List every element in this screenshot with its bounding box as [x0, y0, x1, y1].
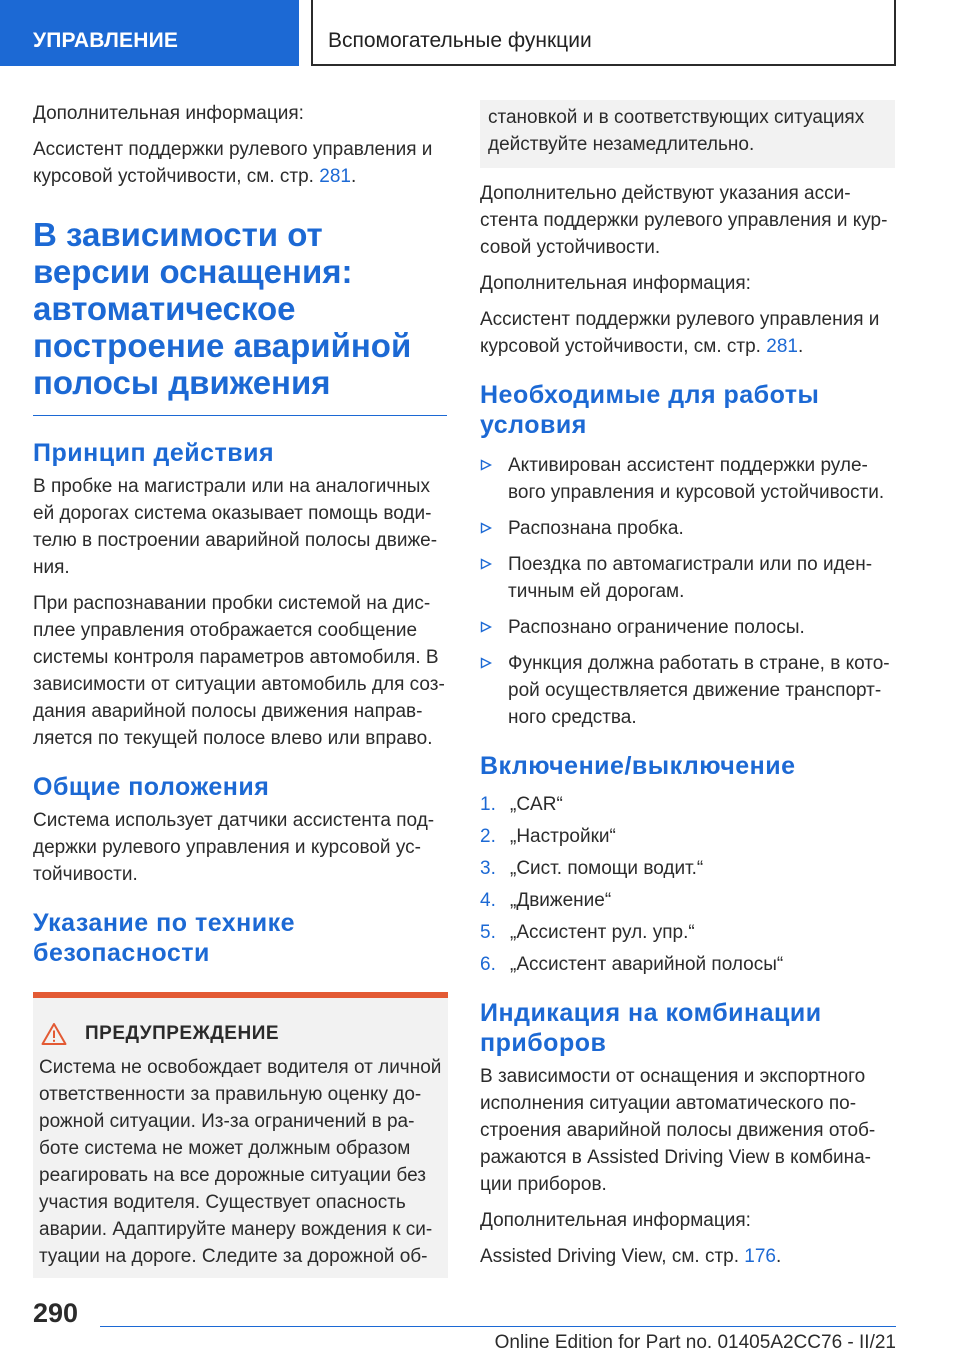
footer-divider — [100, 1326, 896, 1327]
page-link-176[interactable]: 176 — [744, 1246, 776, 1267]
chapter-title: Вспомогательные функции — [311, 0, 896, 66]
edition-text: Online Edition for Part no. 01405A2CC76 - II/21 — [494, 1332, 896, 1353]
assist-reference — [33, 136, 448, 190]
warning-title: ПРЕДУПРЕЖДЕНИЕ — [85, 1023, 280, 1044]
list-item: Распознано ограничение полосы. — [480, 614, 895, 641]
display-heading: Индикация на комбинации приборов — [480, 999, 822, 1057]
section-tab: УПРАВЛЕНИЕ — [0, 0, 299, 66]
principle-heading: Принцип действия — [33, 439, 275, 467]
triangle-bullet-icon — [480, 459, 492, 471]
left-column — [33, 100, 448, 1278]
conditions-list — [480, 452, 895, 731]
safety-heading: Указание по технике безопасности — [33, 909, 296, 967]
warning-box — [33, 992, 448, 1278]
warning-text: Система не освобождает водителя от личной ответственности за правильную оценку дорожной ситуации. Из-за ограничений в работе система не может должным образом реагировать на все дорожные ситуации без участия водителя. Существует опасность аварии. Адаптируйте манеру вождения к ситуации на дороге. Следите за дорожной об- — [39, 1057, 442, 1267]
steps-list — [480, 791, 895, 978]
general-paragraph: Система использует датчики ассистента поддержки рулевого управления и курсовой устойчивости. — [33, 810, 435, 885]
adv-reference-text: Assisted Driving View, см. стр. — [480, 1246, 740, 1267]
list-item: Поездка по автомагистрали или по идентичным ей дорогам. — [480, 551, 895, 605]
extra-paragraph: Дополнительно действуют указания ассистента поддержки рулевого управления и курсовой устойчивости. — [480, 183, 888, 258]
list-item: Распознана пробка. — [480, 515, 895, 542]
list-item: Активирован ассистент поддержки рулевого управления и курсовой устойчивости. — [480, 452, 895, 506]
reference-period: . — [797, 336, 804, 357]
warning-continuation: становкой и в соответствующих ситуациях действуйте незамедлительно. — [480, 100, 895, 168]
display-paragraph: В зависимости от оснащения и экспортного исполнения ситуации автоматического построения аварийной полосы движения отображаются в Assisted Driving View в комбинации приборов. — [480, 1066, 876, 1195]
list-item: 1. „CAR“ — [480, 794, 563, 815]
page-header — [0, 0, 960, 66]
assist-reference-text: Ассистент поддержки рулевого управления и курсовой устойчивости, см. стр. — [480, 309, 880, 357]
warning-triangle-icon — [41, 1022, 67, 1046]
page-title: В зависимости от версии оснащения: автоматическое построение аварийной полосы движения — [33, 216, 447, 416]
triangle-bullet-icon — [480, 621, 492, 633]
triangle-bullet-icon — [480, 558, 492, 570]
more-info-label: Дополнительная информация: — [480, 1210, 751, 1231]
more-info-label: Дополнительная информация: — [480, 273, 751, 294]
right-column — [480, 100, 895, 1279]
list-item: 6. „Ассистент аварийной полосы“ — [480, 954, 784, 975]
list-item: 5. „Ассистент рул. упр.“ — [480, 922, 695, 943]
triangle-bullet-icon — [480, 657, 492, 669]
general-heading: Общие положения — [33, 773, 270, 801]
assist-reference-text: Ассистент поддержки рулевого управления и курсовой устойчивости, см. стр. — [33, 139, 433, 187]
warning-header — [33, 998, 448, 1052]
principle-paragraph-1: В пробке на магистрали или на аналогичных ей дорогах система оказывает помощь водителю в построении аварийной полосы движения. — [33, 476, 438, 578]
more-info-label: Дополнительная информация: — [33, 103, 304, 124]
page-link-281[interactable]: 281 — [766, 336, 798, 357]
list-item: 3. „Сист. помощи водит.“ — [480, 858, 704, 879]
triangle-bullet-icon — [480, 522, 492, 534]
list-item: 2. „Настройки“ — [480, 826, 616, 847]
onoff-heading: Включение/выключение — [480, 752, 796, 780]
list-item: 4. „Движение“ — [480, 890, 612, 911]
reference-period: . — [350, 166, 357, 187]
list-item: Функция должна работать в стране, в которой осуществляется движение транспортного средства. — [480, 650, 895, 731]
conditions-heading: Необходимые для работы условия — [480, 381, 820, 439]
reference-period: . — [776, 1246, 782, 1267]
assist-reference — [480, 306, 895, 360]
principle-paragraph-2: При распознавании пробки системой на дисплее управления отображается сообщение системы контроля параметров автомобиля. В зависимости от ситуации автомобиль для создания аварийной полосы движения направляется по текущей полосе влево или вправо. — [33, 593, 445, 749]
adv-reference — [480, 1243, 895, 1270]
page-link-281[interactable]: 281 — [319, 166, 351, 187]
page-number: 290 — [33, 1298, 79, 1328]
